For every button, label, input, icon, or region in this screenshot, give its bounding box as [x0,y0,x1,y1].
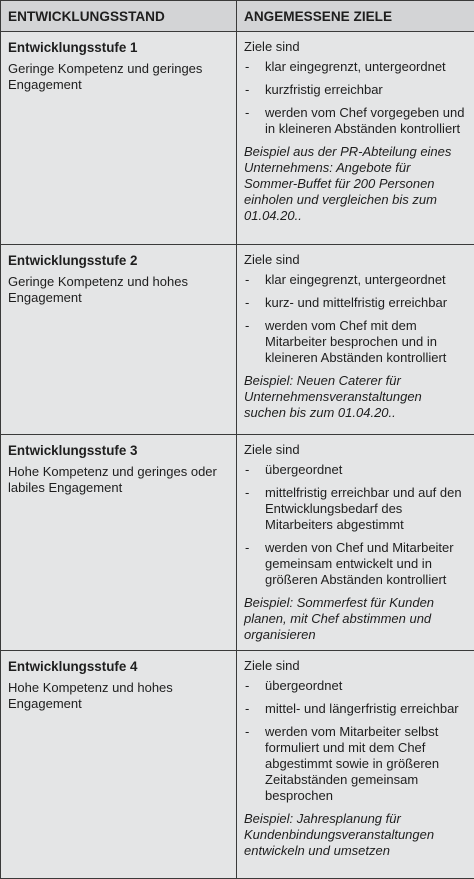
header-row [1,1,474,32]
dash-marker: - [245,272,250,287]
stage-title: Entwicklungsstufe 3 [8,443,138,458]
goals-intro: Ziele sind [244,658,300,673]
goals-list [244,59,467,137]
table-row [1,32,474,245]
goal-text: mittelfristig erreichbar und auf den Entwicklungsbedarf des Mitarbeiters abgestimmt [265,485,462,532]
goals-cell [237,32,474,245]
goals-intro: Ziele sind [244,442,300,457]
list-item [244,540,467,588]
goal-text: werden vom Mitarbeiter selbst formuliert und mit dem Chef abgestimmt sowie in größeren Zeitabständen gemeinsam besprochen [265,724,440,803]
goal-text: werden vom Chef mit dem Mitarbeiter besprochen und in kleineren Abständen kontrolliert [265,318,447,365]
goals-cell [237,651,474,879]
goals-cell [237,245,474,435]
stage-title: Entwicklungsstufe 4 [8,659,138,674]
dash-marker: - [245,82,250,97]
dash-marker: - [245,318,250,333]
stage-cell [1,651,237,879]
stage-cell [1,435,237,651]
dash-marker: - [245,59,250,74]
dash-marker: - [245,105,250,120]
stage-description: Geringe Kompetenz und geringes Engagement [8,61,203,92]
goals-intro: Ziele sind [244,39,300,54]
table-row [1,245,474,435]
list-item [244,105,467,137]
example-text: Beispiel: Jahresplanung für Kundenbindungsveranstaltungen entwickeln und umsetzen [244,811,435,858]
list-item [244,462,467,478]
goal-text: klar eingegrenzt, untergeordnet [265,272,446,287]
stage-description: Hohe Kompetenz und hohes Engagement [8,680,173,711]
list-item [244,701,467,717]
example-text: Beispiel: Sommerfest für Kunden planen, mit Chef abstimmen und organisieren [244,595,435,642]
list-item [244,272,467,288]
list-item [244,82,467,98]
dash-marker: - [245,540,250,555]
goal-text: kurzfristig erreichbar [265,82,383,97]
dash-marker: - [245,295,250,310]
goal-text: übergeordnet [265,678,343,693]
goals-list [244,272,467,366]
goals-cell [237,435,474,651]
dash-marker: - [245,485,250,500]
stage-title: Entwicklungsstufe 2 [8,253,138,268]
table-row [1,651,474,879]
dash-marker: - [245,678,250,693]
dash-marker: - [245,462,250,477]
header-appropriate-goals: ANGEMESSENE ZIELE [237,1,474,32]
list-item [244,485,467,533]
example-text: Beispiel: Neuen Caterer für Unternehmensveranstaltungen suchen bis zum 01.04.20.. [244,373,422,420]
goal-text: mittel- und längerfristig erreichbar [265,701,459,716]
list-item [244,678,467,694]
stage-cell [1,245,237,435]
example-text: Beispiel aus der PR-Abteilung eines Unternehmens: Angebote für Sommer-Buffet für 200 Personen einholen und vergleichen bis zum 01.04.20.. [244,144,452,223]
list-item [244,318,467,366]
list-item [244,295,467,311]
header-development-stage: ENTWICKLUNGSSTAND [1,1,237,32]
goals-intro: Ziele sind [244,252,300,267]
goal-text: klar eingegrenzt, untergeordnet [265,59,446,74]
goal-text: übergeordnet [265,462,343,477]
stage-description: Hohe Kompetenz und geringes oder labiles Engagement [8,464,217,495]
goal-text: werden von Chef und Mitarbeiter gemeinsam entwickelt und in größeren Abständen kontrolliert [265,540,454,587]
list-item [244,724,467,804]
dash-marker: - [245,724,250,739]
goal-text: kurz- und mittelfristig erreichbar [265,295,448,310]
dash-marker: - [245,701,250,716]
table-row [1,435,474,651]
stage-cell [1,32,237,245]
stage-description: Geringe Kompetenz und hohes Engagement [8,274,188,305]
stage-title: Entwicklungsstufe 1 [8,40,138,55]
goals-list [244,462,467,588]
goal-text: werden vom Chef vorgegeben und in kleineren Abständen kontrolliert [265,105,465,136]
goals-list [244,678,467,804]
list-item [244,59,467,75]
